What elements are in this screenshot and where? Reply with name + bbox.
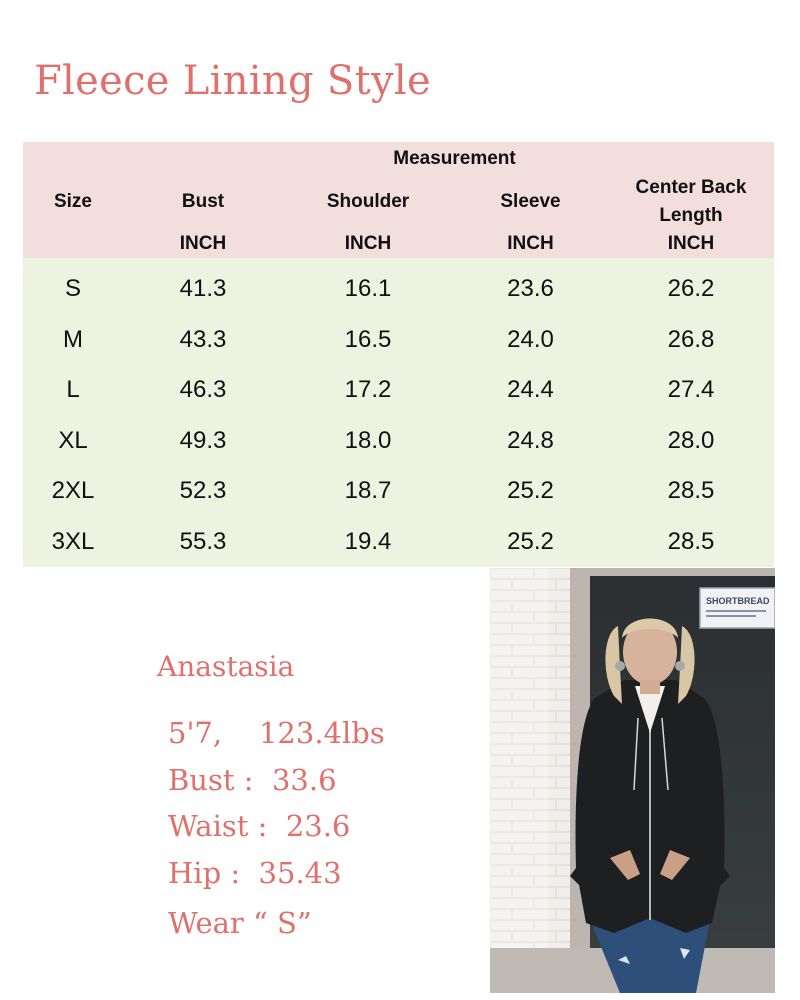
model-wear-size: Wear “ S” xyxy=(168,906,312,940)
cell-bust: 43.3 xyxy=(179,325,227,353)
cell-sleeve: 24.8 xyxy=(507,426,554,454)
header-row-columns xyxy=(23,174,774,230)
cell-length: 28.5 xyxy=(667,527,715,555)
cell-size: 2XL xyxy=(51,477,95,505)
cell-sleeve: 25.2 xyxy=(507,527,554,555)
cell-sleeve: 24.4 xyxy=(507,376,554,404)
table-row xyxy=(23,466,774,517)
cell-sleeve: 25.2 xyxy=(507,477,554,505)
cell-size: L xyxy=(66,376,80,404)
table-row xyxy=(23,258,774,315)
cell-length: 27.4 xyxy=(667,376,715,404)
column-header-shoulder: Shoulder xyxy=(326,191,410,212)
cell-shoulder: 16.1 xyxy=(344,275,392,303)
cell-shoulder: 19.4 xyxy=(344,527,392,555)
size-chart-header xyxy=(23,142,774,258)
cell-bust: 41.3 xyxy=(179,275,227,303)
cell-size: M xyxy=(63,325,83,353)
model-name: Anastasia xyxy=(157,650,295,683)
header-row-measurement xyxy=(23,142,774,174)
cell-size: 3XL xyxy=(51,527,95,555)
column-header-bust: Bust xyxy=(181,191,225,212)
unit-label: INCH xyxy=(344,233,392,254)
cell-length: 26.2 xyxy=(667,275,715,303)
cell-sleeve: 24.0 xyxy=(507,325,554,353)
table-row xyxy=(23,315,774,366)
model-hip: Hip : 35.43 xyxy=(168,856,342,890)
cell-bust: 46.3 xyxy=(179,376,227,404)
cell-bust: 49.3 xyxy=(179,426,227,454)
cell-size: S xyxy=(64,275,81,303)
size-chart-table xyxy=(23,142,774,567)
model-height-weight: 5'7, 123.4lbs xyxy=(168,716,385,750)
cell-length: 28.0 xyxy=(667,426,715,454)
page-title: Fleece Lining Style xyxy=(34,58,431,104)
cell-shoulder: 17.2 xyxy=(344,376,392,404)
cell-shoulder: 18.7 xyxy=(344,477,392,505)
cell-bust: 55.3 xyxy=(179,527,227,555)
model-photo-illustration xyxy=(490,568,775,993)
shop-sign-text: SHORTBREAD xyxy=(706,596,770,606)
size-chart-body xyxy=(23,258,774,567)
unit-label: INCH xyxy=(179,233,227,254)
unit-label: INCH xyxy=(507,233,554,254)
model-bust: Bust : 33.6 xyxy=(168,763,337,797)
model-photo xyxy=(490,568,775,993)
measurement-group-header: Measurement xyxy=(393,148,516,169)
table-row xyxy=(23,416,774,467)
unit-label: INCH xyxy=(667,233,715,254)
column-header-center-back-length: Center Back Length xyxy=(635,177,747,226)
table-row xyxy=(23,517,774,568)
cell-length: 28.5 xyxy=(667,477,715,505)
column-header-size: Size xyxy=(53,191,93,212)
cell-size: XL xyxy=(58,426,88,454)
cell-shoulder: 16.5 xyxy=(344,325,392,353)
cell-length: 26.8 xyxy=(667,325,715,353)
column-header-sleeve: Sleeve xyxy=(500,191,561,212)
model-waist: Waist : 23.6 xyxy=(168,809,351,843)
cell-shoulder: 18.0 xyxy=(344,426,392,454)
cell-sleeve: 23.6 xyxy=(507,275,554,303)
header-row-units xyxy=(23,230,774,258)
table-row xyxy=(23,365,774,416)
cell-bust: 52.3 xyxy=(179,477,227,505)
